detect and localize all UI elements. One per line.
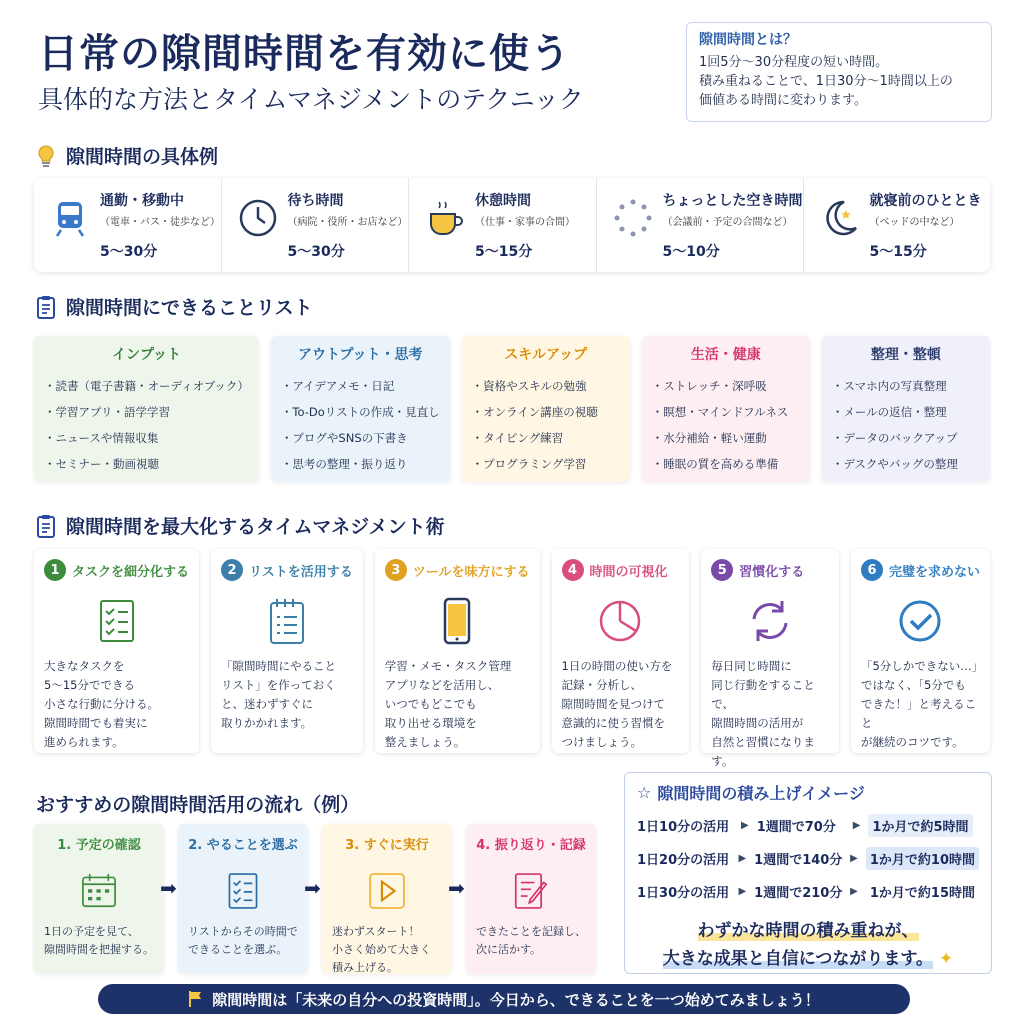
tip-title: 習慣化する	[739, 564, 805, 580]
tip-body-line: 隙間時間でも着実に	[44, 716, 148, 730]
examples-heading-text: 隙間時間の具体例	[66, 146, 219, 168]
tip-body-line: アプリなどを活用し、	[384, 678, 500, 692]
example-sub: （病院・役所・お店など）	[287, 217, 408, 228]
tip-body-line: が継続のコツです。	[860, 735, 964, 749]
flow-step-title: 1. 予定の確認	[57, 838, 141, 853]
tip-header	[861, 559, 980, 581]
clipboard-icon	[36, 295, 56, 319]
example-title: 通勤・移動中	[100, 193, 184, 209]
arrow-right-icon: ➡	[448, 876, 465, 900]
example-item	[409, 178, 597, 272]
list-item: ・メールの返信・整理	[831, 405, 947, 419]
tip-body-line: つけましょう。	[561, 735, 643, 749]
category-list	[832, 373, 980, 477]
loading-dots-icon	[611, 196, 655, 240]
category-title: アウトプット・思考	[297, 347, 423, 363]
coffee-cup-icon	[423, 196, 467, 240]
list-item: ・ストレッチ・深呼吸	[651, 379, 767, 393]
tip-card	[34, 549, 199, 753]
tip-card	[375, 549, 540, 753]
example-title: 就寝前のひととき	[869, 193, 982, 209]
tip-title: リストを活用する	[249, 564, 353, 580]
arrow-right-icon: ▶	[741, 820, 749, 831]
tip-card	[851, 549, 990, 753]
tip-body-line: できた！」と考えること	[860, 697, 976, 730]
example-title: 休憩時間	[475, 193, 531, 209]
list-item: ・オンライン講座の視聴	[471, 405, 598, 419]
tip-body-line: 毎日同じ時間に	[711, 659, 792, 673]
flow-step-body	[188, 923, 298, 959]
category-card	[462, 336, 630, 482]
tip-body-line: 小さな行動に分ける。	[44, 697, 159, 711]
tip-body-line: 進められます。	[44, 735, 124, 749]
flow-body-line: 隙間時間を把握する。	[44, 943, 154, 956]
tip-body-line: いつでもどこでも	[384, 697, 477, 711]
calendar-icon	[77, 869, 121, 913]
tip-body-line: 自然と習慣になります。	[711, 735, 815, 768]
monthly-total: 1か月で約10時間	[866, 847, 979, 870]
tip-body	[711, 657, 829, 771]
train-icon	[48, 196, 92, 240]
tip-body	[860, 657, 984, 752]
list-item: ・ニュースや情報収集	[44, 431, 159, 445]
tip-header	[44, 559, 189, 581]
example-sub: （会議前・予定の合間など）	[662, 217, 793, 228]
clipboard-icon	[36, 514, 56, 538]
example-item	[34, 178, 222, 272]
footer-text: 隙間時間は「未来の自分への投資時間」。今日から、できることを一つ始めてみましょう！	[212, 990, 820, 1009]
tip-body	[385, 657, 530, 752]
list-item: ・データのバックアップ	[831, 431, 958, 445]
list-item: ・睡眠の質を高める準備	[651, 457, 779, 471]
accumulation-row	[637, 880, 979, 903]
category-list	[44, 373, 249, 477]
flow-body-line: 積み上げる。	[332, 961, 398, 974]
category-card	[642, 336, 810, 482]
list-item: ・To-Doリストの作成・見直し	[280, 405, 440, 419]
tip-body-line: 整えましょう。	[384, 735, 466, 749]
arrow-right-icon: ➡	[160, 876, 177, 900]
tips-heading-text: 隙間時間を最大化するタイムマネジメント術	[66, 516, 445, 538]
checklist-icon	[91, 595, 143, 647]
list-item: ・セミナー・動画視聴	[44, 457, 159, 471]
tip-body-line: 「隙間時間にやること	[221, 659, 337, 673]
arrow-right-icon: ▶	[738, 853, 747, 864]
weekly-total: 1週間で140分	[754, 853, 843, 868]
list-item: ・資格やスキルの勉強	[471, 379, 587, 393]
arrow-right-icon: ▶	[850, 886, 858, 897]
accumulation-message	[637, 917, 979, 973]
message-line-1: わずかな時間の積み重ねが、	[697, 921, 919, 941]
tip-body-line: 隙間時間の活用が	[711, 716, 804, 730]
tip-number-badge: 2	[221, 559, 243, 581]
checklist-icon	[221, 869, 265, 913]
moon-star-icon	[818, 196, 862, 240]
flow-body-line: できることを選ぶ。	[188, 943, 288, 956]
tip-body-line: 取りかかれます。	[221, 716, 313, 730]
lightbulb-icon	[36, 144, 56, 168]
examples-card	[34, 178, 990, 272]
weekly-total: 1週間で70分	[756, 820, 836, 835]
category-title: インプット	[111, 347, 181, 363]
list-item: ・アイデアメモ・日記	[280, 379, 395, 393]
category-card	[34, 336, 259, 482]
definition-line: 価値ある時間に変わります。	[699, 93, 867, 108]
tips-section-heading	[36, 512, 445, 539]
edit-note-icon	[509, 869, 553, 913]
tip-header	[711, 559, 829, 581]
example-duration: 5〜30分	[287, 244, 345, 260]
flow-body-line: リストからその時間で	[188, 925, 298, 938]
lists-section-heading	[36, 293, 313, 320]
category-card	[271, 336, 450, 482]
tip-header	[562, 559, 680, 581]
tip-number-badge: 4	[562, 559, 584, 581]
tip-title: 時間の可視化	[589, 564, 668, 580]
arrow-right-icon: ▶	[738, 886, 747, 897]
tip-body-line: ではなく、「5分でも	[860, 678, 966, 692]
footer-banner	[98, 984, 910, 1014]
arrow-right-icon: ▶	[850, 853, 858, 864]
flow-body-line: 次に活かす。	[476, 943, 542, 956]
accumulation-row	[637, 847, 979, 870]
daily-usage: 1日20分の活用	[637, 853, 730, 868]
tip-number-badge: 1	[44, 559, 66, 581]
category-list	[472, 373, 620, 477]
flow-step-title: 4. 振り返り・記録	[476, 838, 586, 853]
pie-chart-icon	[594, 595, 646, 647]
clock-icon	[236, 196, 280, 240]
daily-usage: 1日30分の活用	[637, 886, 730, 901]
examples-section-heading	[36, 142, 218, 169]
monthly-total: 1か月で約5時間	[868, 814, 972, 837]
flow-step	[34, 824, 164, 974]
list-item: ・水分補給・軽い運動	[651, 431, 767, 445]
example-sub: （ベッドの中など）	[869, 217, 960, 228]
lists-grid	[34, 336, 990, 482]
sparkle-icon: ✦	[938, 949, 954, 969]
example-duration: 5〜15分	[475, 244, 533, 260]
definition-heading: 隙間時間とは？	[699, 32, 797, 48]
arrow-right-icon: ➡	[304, 876, 321, 900]
category-title: 生活・健康	[690, 347, 761, 363]
flow-step-title: 2. やることを選ぶ	[188, 838, 298, 853]
flow-body-line: 1日の予定を見て、	[44, 925, 139, 938]
definition-line: 1回5分〜30分程度の短い時間。	[699, 55, 889, 70]
category-card	[822, 336, 990, 482]
flow-body-line: 迷わずスタート！	[332, 925, 420, 938]
list-item: ・読書（電子書籍・オーディオブック）	[44, 379, 249, 393]
flow-step-body	[332, 923, 442, 977]
tip-card	[552, 549, 690, 753]
tips-grid	[34, 549, 990, 768]
page-title: 日常の隙間時間を有効に使う	[38, 31, 571, 77]
lists-heading-text: 隙間時間にできることリスト	[66, 297, 313, 319]
list-item: ・ブログやSNSの下書き	[280, 431, 408, 445]
tip-header	[385, 559, 530, 581]
example-item	[804, 178, 991, 272]
tip-body-line: 大きなタスクを	[44, 659, 125, 673]
page-subtitle: 具体的な方法とタイムマネジメントのテクニック	[38, 85, 584, 114]
flag-icon	[188, 990, 204, 1008]
category-title: スキルアップ	[504, 347, 588, 363]
tip-body-line: 5〜15分でできる	[44, 678, 135, 692]
example-sub: （仕事・家事の合間）	[475, 217, 575, 228]
tip-body-line: 隙間時間を見つけて	[561, 697, 666, 711]
weekly-total: 1週間で210分	[754, 886, 843, 901]
list-item: ・瞑想・マインドフルネス	[651, 405, 789, 419]
accumulation-row	[637, 814, 979, 837]
tip-body-line: 学習・メモ・タスク管理	[384, 659, 512, 673]
flow-step-body	[44, 923, 154, 959]
tip-body	[44, 657, 189, 752]
example-duration: 5〜10分	[662, 244, 720, 260]
monthly-total: 1か月で約15時間	[866, 880, 979, 903]
flow-step	[322, 824, 452, 974]
list-item: ・スマホ内の写真整理	[831, 379, 947, 393]
tip-number-badge: 6	[861, 559, 883, 581]
flow-step	[466, 824, 596, 974]
example-duration: 5〜30分	[100, 244, 158, 260]
tip-card	[211, 549, 363, 753]
example-title: ちょっとした空き時間	[662, 193, 803, 209]
example-item	[597, 178, 804, 272]
arrow-right-icon: ▶	[852, 820, 861, 831]
tip-body-line: 記録・分析し、	[561, 678, 643, 692]
tip-title: タスクを細分化する	[72, 564, 190, 580]
flow-body-line: できたことを記録し、	[476, 925, 586, 938]
flow-steps	[34, 824, 594, 974]
tip-card	[701, 549, 839, 768]
refresh-icon	[744, 595, 796, 647]
check-circle-icon	[894, 595, 946, 647]
list-item: ・思考の整理・振り返り	[280, 457, 408, 471]
accumulation-heading	[637, 781, 979, 804]
notepad-list-icon	[261, 595, 313, 647]
tip-body-line: と、迷わずすぐに	[221, 697, 314, 711]
accumulation-box	[624, 772, 992, 974]
tip-body-line: 取り出せる環境を	[384, 716, 477, 730]
tip-body-line: 「5分しかできない…」	[860, 659, 984, 673]
star-outline-icon: ☆	[637, 783, 652, 802]
accumulation-heading-text: 隙間時間の積み上げイメージ	[657, 784, 865, 803]
list-item: ・学習アプリ・語学学習	[44, 405, 171, 419]
definition-line: 積み重ねることで、1日30分〜1時間以上の	[699, 74, 953, 89]
definition-box	[686, 22, 992, 122]
list-item: ・デスクやバッグの整理	[831, 457, 958, 471]
tip-body-line: リスト」を作っておく	[221, 678, 336, 692]
tip-title: 完璧を求めない	[888, 564, 980, 580]
tip-number-badge: 3	[385, 559, 407, 581]
example-duration: 5〜15分	[869, 244, 927, 260]
flow-step	[178, 824, 308, 974]
tip-body-line: 同じ行動をすることで、	[711, 678, 815, 711]
play-icon	[365, 869, 409, 913]
flow-step-title: 3. すぐに実行	[345, 838, 429, 853]
tip-body	[221, 657, 353, 733]
list-item: ・タイピング練習	[471, 431, 564, 445]
smartphone-icon	[431, 595, 483, 647]
category-title: 整理・整頓	[870, 347, 941, 363]
message-line-2: 大きな成果と自信につながります。	[662, 949, 934, 969]
example-item	[222, 178, 410, 272]
flow-step-body	[476, 923, 586, 959]
tip-number-badge: 5	[711, 559, 733, 581]
list-item: ・プログラミング学習	[471, 457, 587, 471]
category-list	[652, 373, 800, 477]
daily-usage: 1日10分の活用	[637, 820, 730, 835]
tip-body	[562, 657, 680, 752]
category-list	[281, 373, 440, 477]
flow-section-heading	[36, 790, 359, 817]
tip-body-line: 1日の時間の使い方を	[561, 659, 673, 673]
flow-heading-text: おすすめの隙間時間活用の流れ（例）	[36, 794, 360, 816]
tip-title: ツールを味方にする	[412, 564, 530, 580]
example-title: 待ち時間	[287, 193, 344, 209]
tip-header	[221, 559, 353, 581]
tip-body-line: 意識的に使う習慣を	[561, 716, 666, 730]
flow-body-line: 小さく始めて大きく	[332, 943, 431, 956]
example-sub: （電車・バス・徒歩など）	[100, 217, 220, 228]
